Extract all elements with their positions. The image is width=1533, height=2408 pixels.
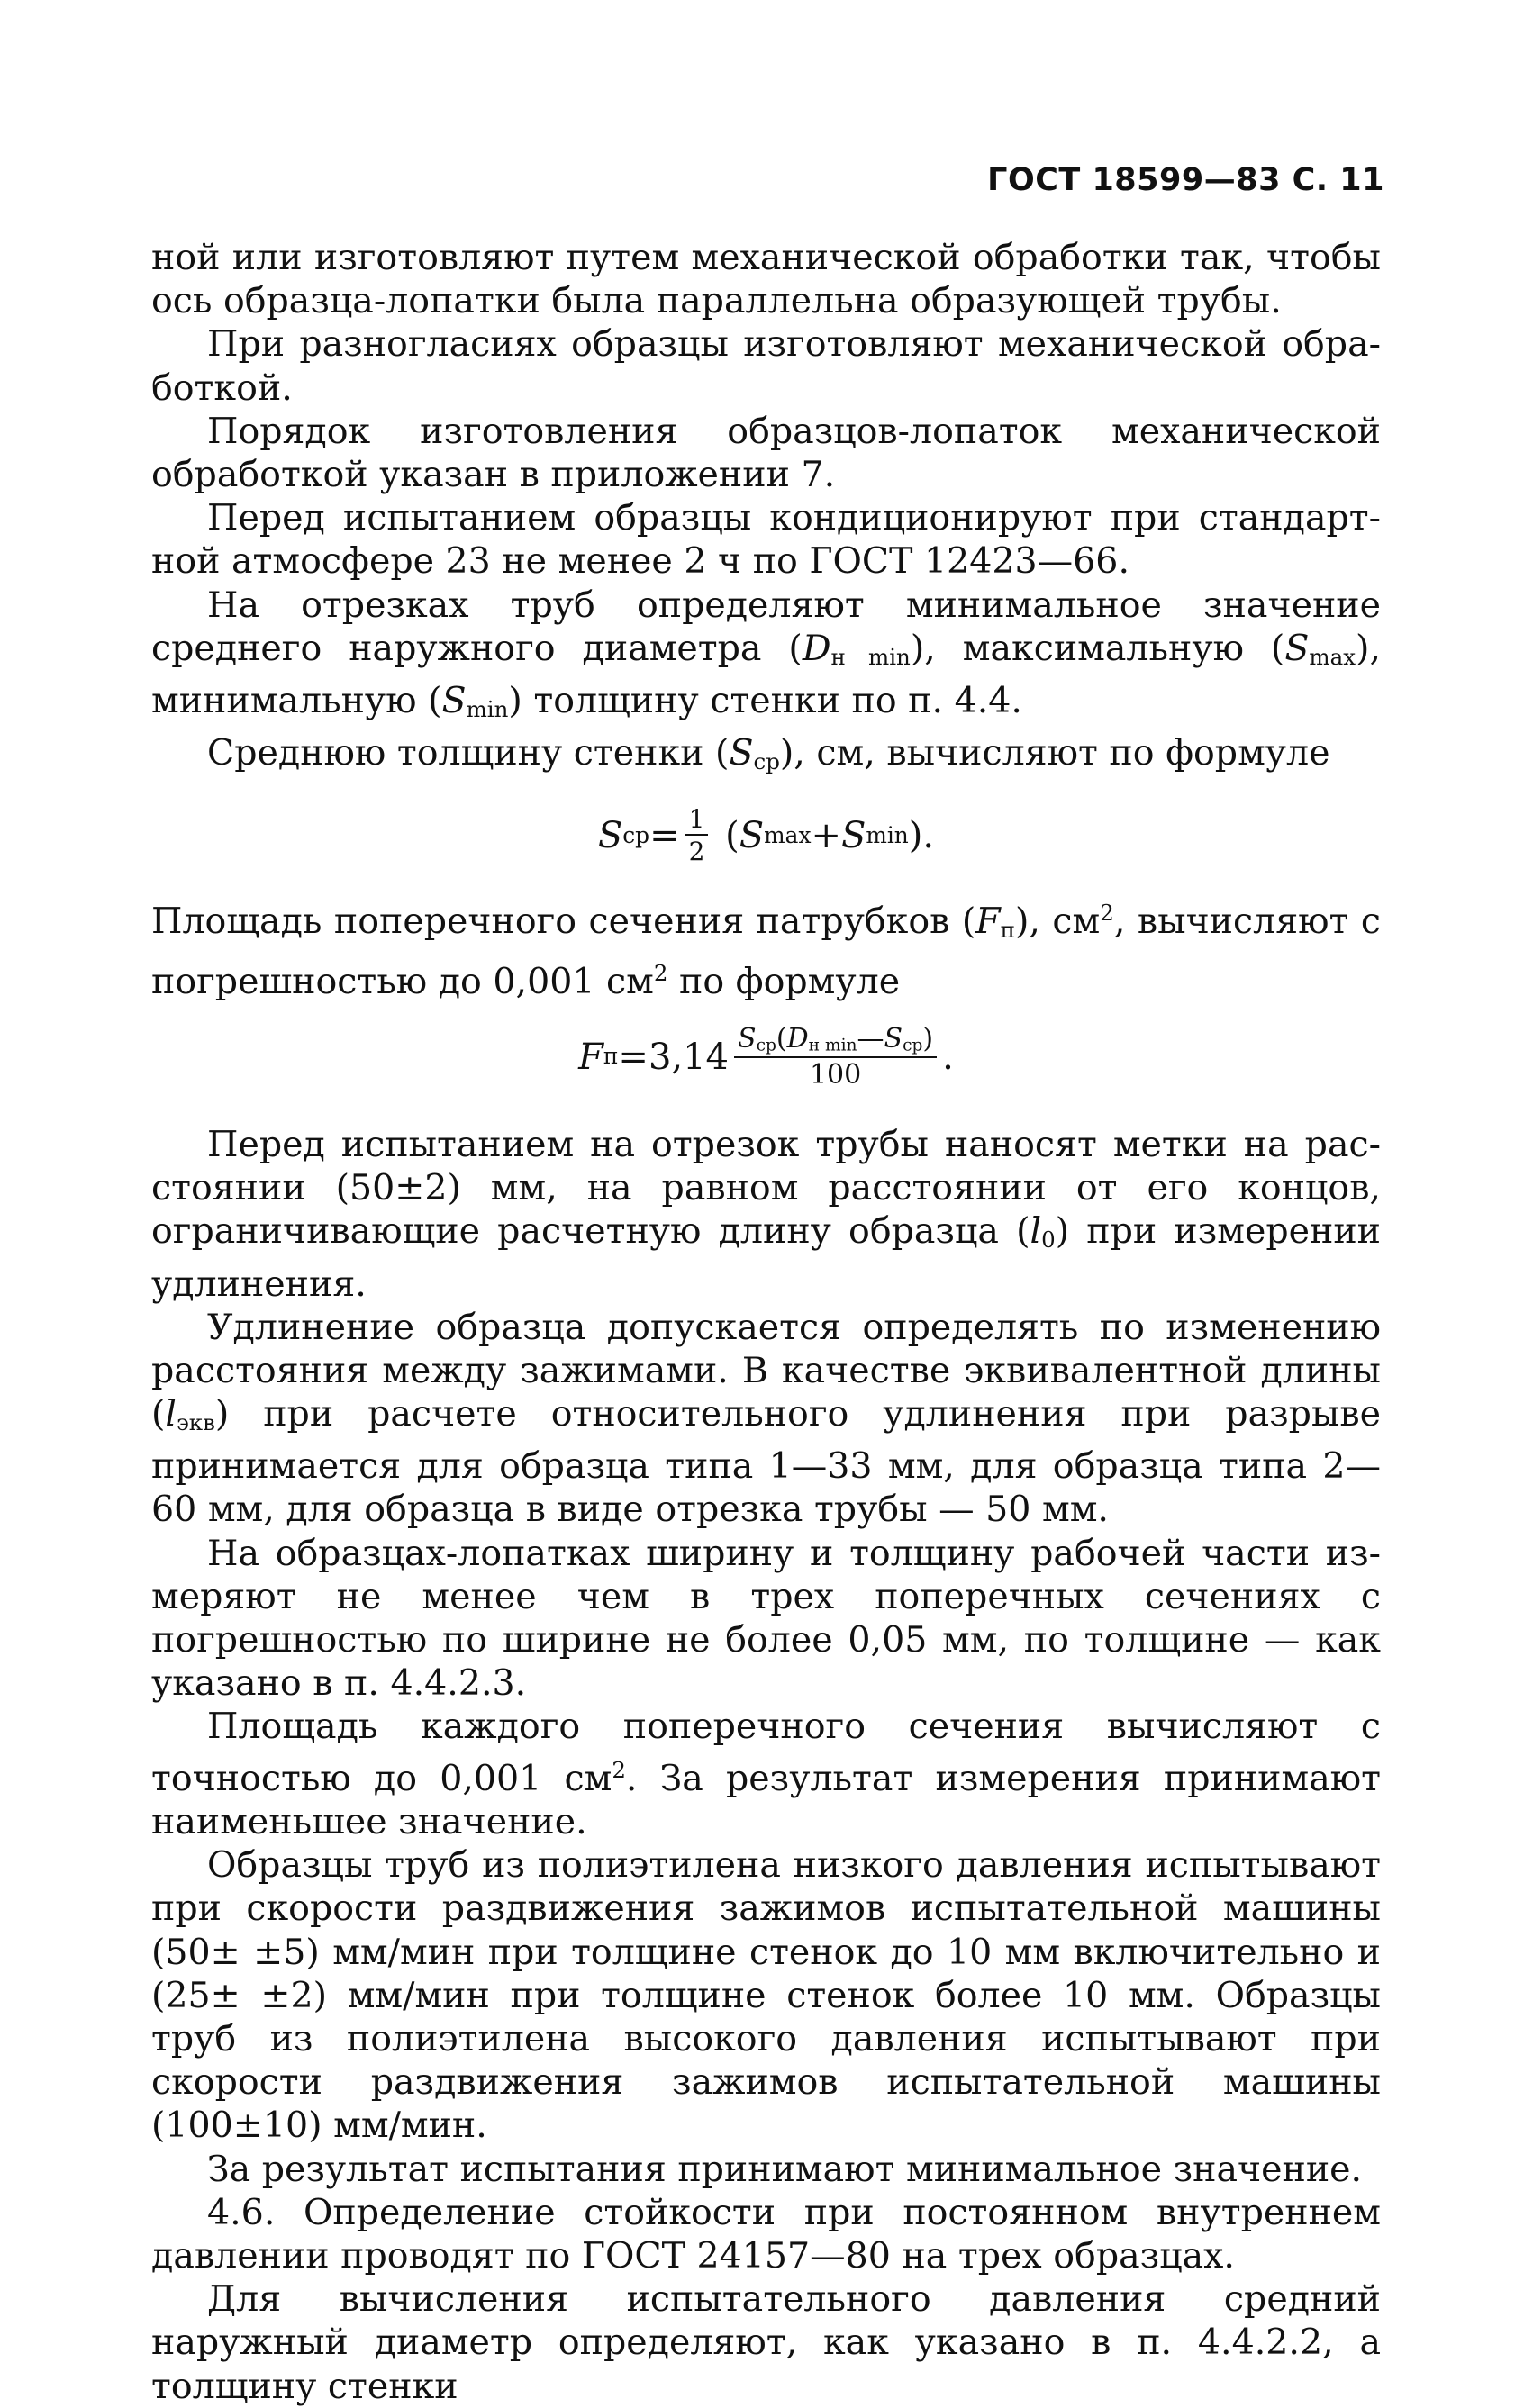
fraction-one-half: $\frac{1}{2}$: [685, 807, 709, 865]
paragraph-4: Перед испытанием образцы кондиционируют при стандартной атмосфере 23 не менее 2 ч по ГОСТ 12423—66.: [151, 497, 1381, 583]
paragraph-5: На отрезках труб определяют минимальное значение среднего наружного диаметра $(D_{н min})$, максимальную $(S_{max})$, минимальную $(S_{min})$ толщину стенки по п. 4.4.: [151, 584, 1381, 722]
paragraph-13: За результат испытания принимают минимальное значение.: [207, 2148, 1363, 2190]
paragraph-7: Площадь поперечного сечения патрубков $(F_п)$, $см^2$, вычисляют с погрешностью до 0,001 $см^2$ по формуле: [151, 900, 1381, 1003]
fraction-area: $\frac{S_{ср}(D_{н min}—S_{ср})}{100}$: [734, 1026, 937, 1089]
page-header: ГОСТ 18599—83 С. 11: [987, 162, 1384, 198]
paragraph-2: При разногласиях образцы изготовляют механической обработкой.: [151, 323, 1381, 409]
paragraph-9: Удлинение образца допускается определять по изменению расстояния между зажимами. В качестве эквивалентной длины $(l_{экв})$ при расчете относительного удлинения при разрыве принимается для образца типа 1—33 мм, для образца типа 2—60 мм, для образца в виде отрезка трубы — 50 мм.: [151, 1306, 1381, 1531]
paragraph-11: Площадь каждого поперечного сечения вычисляют с точностью до 0,001 $см^2$. За результат измерения принимают наименьшее значение.: [151, 1706, 1381, 1843]
formula-cross-section-area: F п =3,14 $\frac{S_{ср}(D_{н min}—S_{ср})}{100}$ .: [578, 1022, 954, 1091]
document-body: [151, 236, 1381, 2408]
paragraph-3: Порядок изготовления образцов-лопаток механической обработкой указан в приложении 7.: [151, 410, 1381, 496]
paragraph-8: Перед испытанием на отрезок трубы наносят метки на расстоянии (50±2) мм, на равном расстоянии от его концов, ограничивающие расчетную длину образца $(l_0)$ при измерении удлинения.: [151, 1124, 1381, 1305]
formula-mean-thickness: S ср = $\frac{1}{2}$ ( S max + S min ).: [597, 804, 935, 867]
paragraph-10: На образцах-лопатках ширину и толщину рабочей части измеряют не менее чем в трех поперечных сечениях с погрешностью по ширине не более 0,05 мм, по толщине — как указано в п. 4.4.2.3.: [151, 1532, 1381, 1705]
paragraph-1: ной или изготовляют путем механической обработки так, чтобы ось образца-лопатки была параллельна образующей трубы.: [151, 237, 1381, 322]
paragraph-6: Среднюю толщину стенки $(S_{ср})$, см, вычисляют по формуле: [207, 732, 1330, 774]
paragraph-14: 4.6. Определение стойкости при постоянном внутреннем давлении проводят по ГОСТ 24157—80 на трех образцах.: [151, 2191, 1381, 2277]
paragraph-15: Для вычисления испытательного давления средний наружный диаметр определяют, как указано в п. 4.4.2.2, а толщину стенки: [151, 2278, 1381, 2407]
paragraph-12: Образцы труб из полиэтилена низкого давления испытывают при скорости раздвижения зажимов испытательной машины (50± ±5) мм/мин при толщине стенок до 10 мм включительно и (25± ±2) мм/мин при толщине стенок более 10 мм. Образцы труб из полиэтилена высокого давления испытывают при скорости раздвижения зажимов испытательной машины (100±10) мм/мин.: [151, 1844, 1381, 2147]
